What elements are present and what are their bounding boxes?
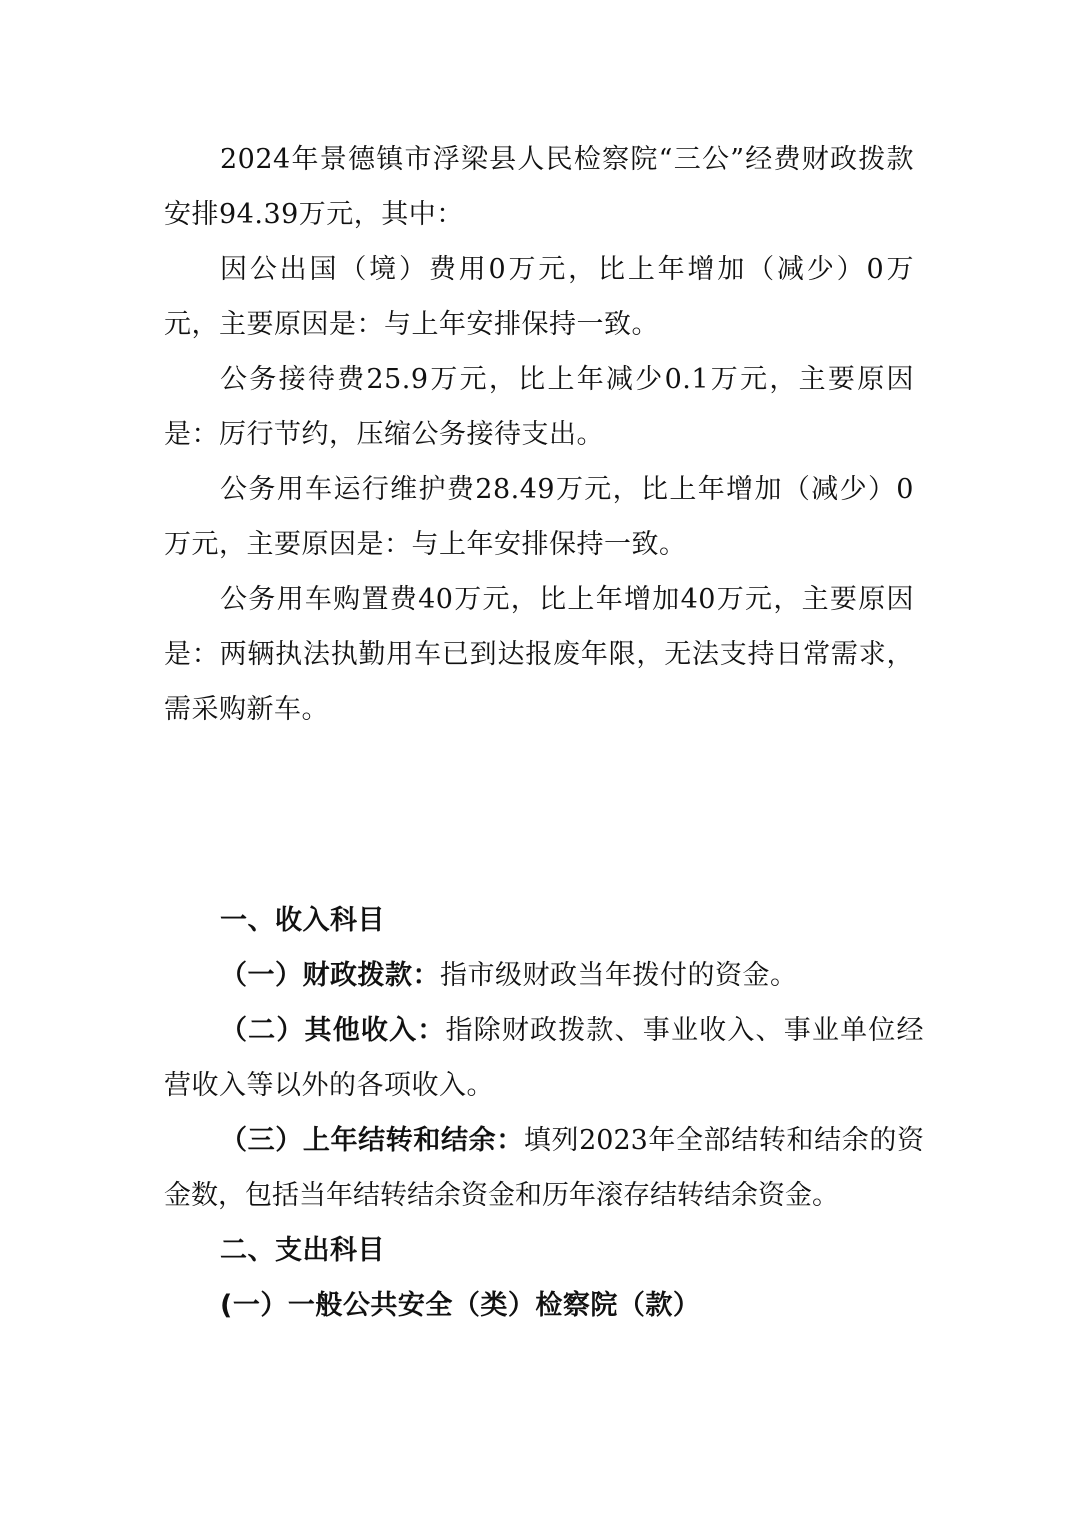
glossary-section — [164, 893, 924, 1333]
abroad-expense: 因公出国（境）费用0万元，比上年增加（减少）0万元，主要原因是：与上年安排保持一致。 — [164, 254, 914, 340]
glossary-desc: 填列2023年全部结转和结余的资金数，包括当年结转结余资金和历年滚存结转结余资金。 — [164, 1125, 925, 1211]
glossary-term: （三）上年结转和结余： — [220, 1125, 524, 1156]
expense-subheading: (一）一般公共安全（类）检察院（款） — [220, 1290, 701, 1321]
vehicle-purchase-expense: 公务用车购置费40万元，比上年增加40万元，主要原因是：两辆执法执勤用车已到达报废年限，无法支持日常需求，需采购新车。 — [164, 584, 914, 725]
glossary-item — [164, 1113, 924, 1223]
reception-expense: 公务接待费25.9万元，比上年减少0.1万元，主要原因是：厉行节约，压缩公务接待支出。 — [164, 364, 914, 450]
glossary-item — [164, 1003, 924, 1113]
expense-heading: 二、支出科目 — [220, 1235, 385, 1266]
glossary-term: （二）其他收入： — [220, 1015, 446, 1046]
glossary-desc: 指市级财政当年拨付的资金。 — [440, 960, 798, 991]
glossary-term: （一）财政拨款： — [220, 960, 440, 991]
budget-section — [164, 132, 914, 737]
glossary-desc: 指除财政拨款、事业收入、事业单位经营收入等以外的各项收入。 — [164, 1015, 924, 1101]
glossary-item — [164, 948, 924, 1003]
income-heading: 一、收入科目 — [220, 905, 385, 936]
budget-intro: 2024年景德镇市浮梁县人民检察院“三公”经费财政拨款安排94.39万元，其中： — [164, 144, 914, 230]
vehicle-maintenance-expense: 公务用车运行维护费28.49万元，比上年增加（减少）0万元，主要原因是：与上年安排保持一致。 — [164, 474, 914, 560]
